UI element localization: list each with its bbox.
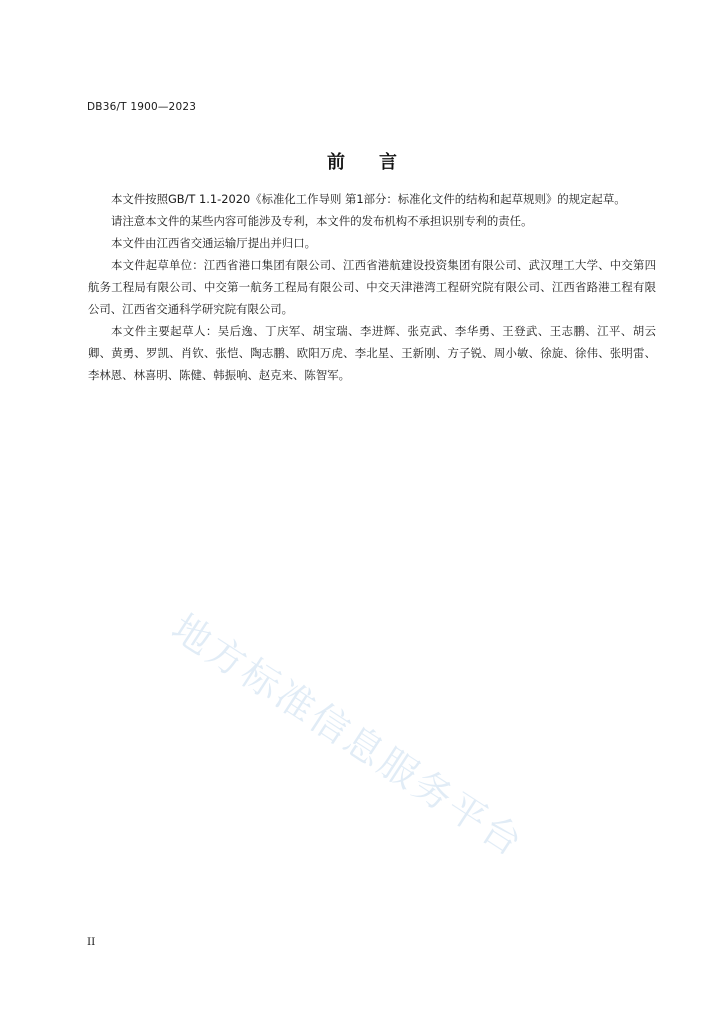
paragraph-drafting-rules: 本文件按照GB/T 1.1-2020《标准化工作导则 第1部分：标准化文件的结构和起草规则》的规定起草。 xyxy=(111,192,626,206)
foreword-body xyxy=(88,188,656,386)
section-title: 前言 xyxy=(327,152,431,173)
paragraph-proposer: 本文件由江西省交通运输厅提出并归口。 xyxy=(111,236,317,250)
paragraph-drafting-units: 本文件起草单位：江西省港口集团有限公司、江西省港航建设投资集团有限公司、武汉理工大学、中交第四航务工程局有限公司、中交第一航务工程局有限公司、中交天津港湾工程研究院有限公司、江西省路港工程有限公司、江西省交通科学研究院有限公司。 xyxy=(88,258,656,316)
watermark-text: 地方标准信息服务平台 xyxy=(164,605,532,866)
page-number: II xyxy=(87,936,96,948)
paragraph-main-drafters: 本文件主要起草人：吴后逸、丁庆军、胡宝瑞、李进辉、张克武、李华勇、王登武、王志鹏、江平、胡云卿、黄勇、罗凯、肖钦、张恺、陶志鹏、欧阳万虎、李北星、王新刚、方子锐、周小敏、徐旋、徐伟、张明雷、李林恩、林喜明、陈健、韩振响、赵克来、陈智军。 xyxy=(88,324,656,382)
paragraph-patent-notice: 请注意本文件的某些内容可能涉及专利，本文件的发布机构不承担识别专利的责任。 xyxy=(111,214,533,228)
document-code: DB36/T 1900—2023 xyxy=(87,101,197,113)
